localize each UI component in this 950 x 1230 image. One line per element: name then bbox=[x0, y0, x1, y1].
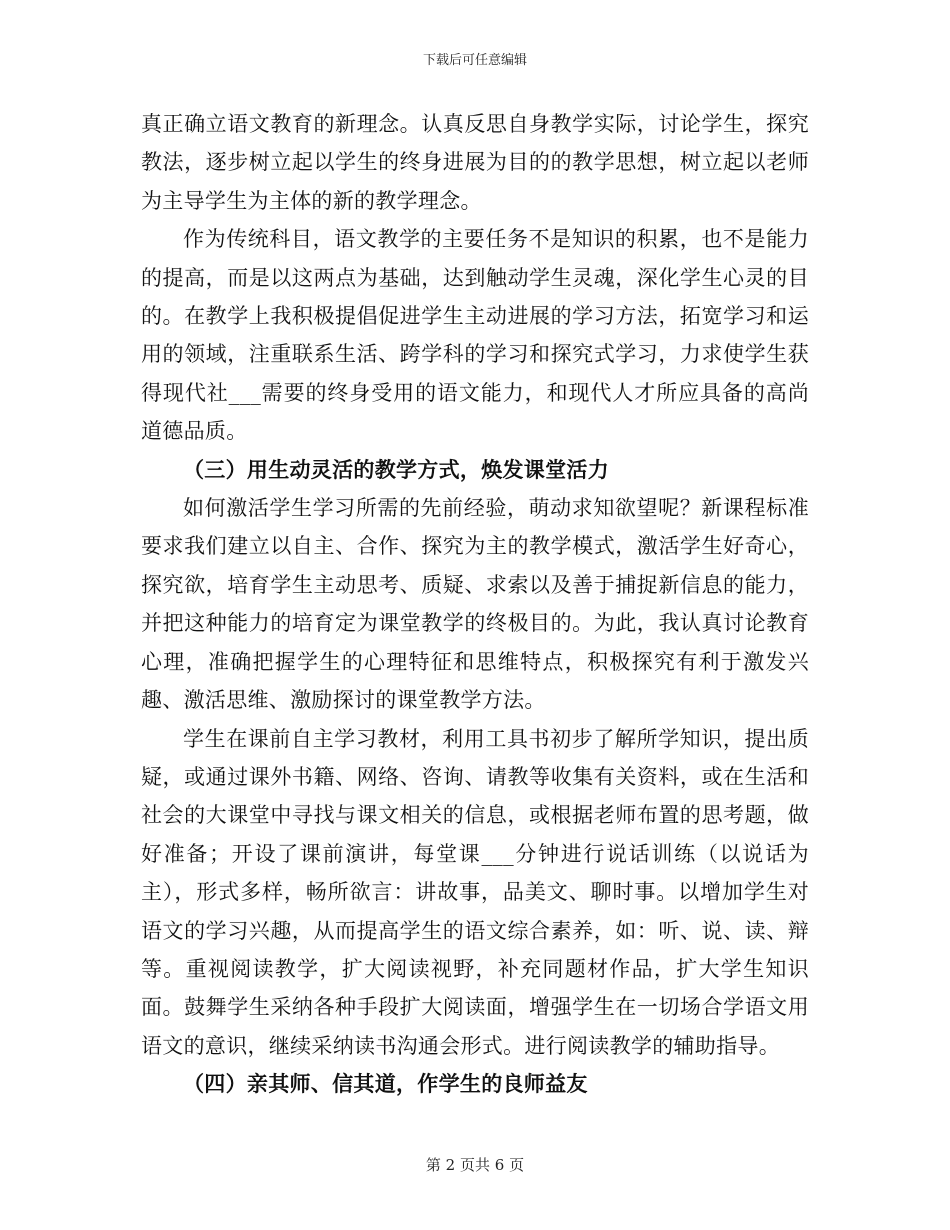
paragraph-4: 学生在课前自主学习教材，利用工具书初步了解所学知识，提出质疑，或通过课外书籍、网络、咨询、请教等收集有关资料，或在生活和社会的大课堂中寻找与课文相关的信息，或根据老师布置的思考题，做好准备；开设了课前演讲，每堂课___分钟进行说话训练（以说话为主），形式多样，畅所欲言：讲故事，品美文、聊时事。以增加学生对语文的学习兴趣，从而提高学生的语文综合素养，如：听、说、读、辩等。重视阅读教学，扩大阅读视野，补充同题材作品，扩大学生知识面。鼓舞学生采纳各种手段扩大阅读面，增强学生在一切场合学语文用语文的意识，继续采纳读书沟通会形式。进行阅读教学的辅助指导。 bbox=[141, 726, 809, 1058]
paragraph-2: 作为传统科目，语文教学的主要任务不是知识的积累，也不是能力的提高，而是以这两点为基础，达到触动学生灵魂，深化学生心灵的目的。在教学上我积极提倡促进学生主动进展的学习方法，拓宽学习和运用的领域，注重联系生活、跨学科的学习和探究式学习，力求使学生获得现代社___需要的终身受用的语文能力，和现代人才所应具备的高尚道德品质。 bbox=[141, 227, 809, 444]
page-number: 第 2 页共 6 页 bbox=[425, 1156, 525, 1174]
paragraph-3: 如何激活学生学习所需的先前经验，萌动求知欲望呢？新课程标准要求我们建立以自主、合作、探究为主的教学模式，激活学生好奇心，探究欲，培育学生主动思考、质疑、求索以及善于捕捉新信息的能力，并把这种能力的培育定为课堂教学的终极目的。为此，我认真讨论教育心理，准确把握学生的心理特征和思维特点，积极探究有利于激发兴趣、激活思维、激励探讨的课堂教学方法。 bbox=[141, 496, 809, 713]
page-header-note: 下载后可任意编辑 bbox=[422, 53, 527, 68]
document-body bbox=[141, 105, 809, 1104]
paragraph-1: 真正确立语文教育的新理念。认真反思自身教学实际，讨论学生，探究教法，逐步树立起以学生的终身进展为目的的教学思想，树立起以老师为主导学生为主体的新的教学理念。 bbox=[141, 112, 809, 213]
section-heading-4: （四）亲其师、信其道，作学生的良师益友 bbox=[183, 1071, 588, 1097]
section-heading-3: （三）用生动灵活的教学方式，焕发课堂活力 bbox=[183, 456, 609, 482]
